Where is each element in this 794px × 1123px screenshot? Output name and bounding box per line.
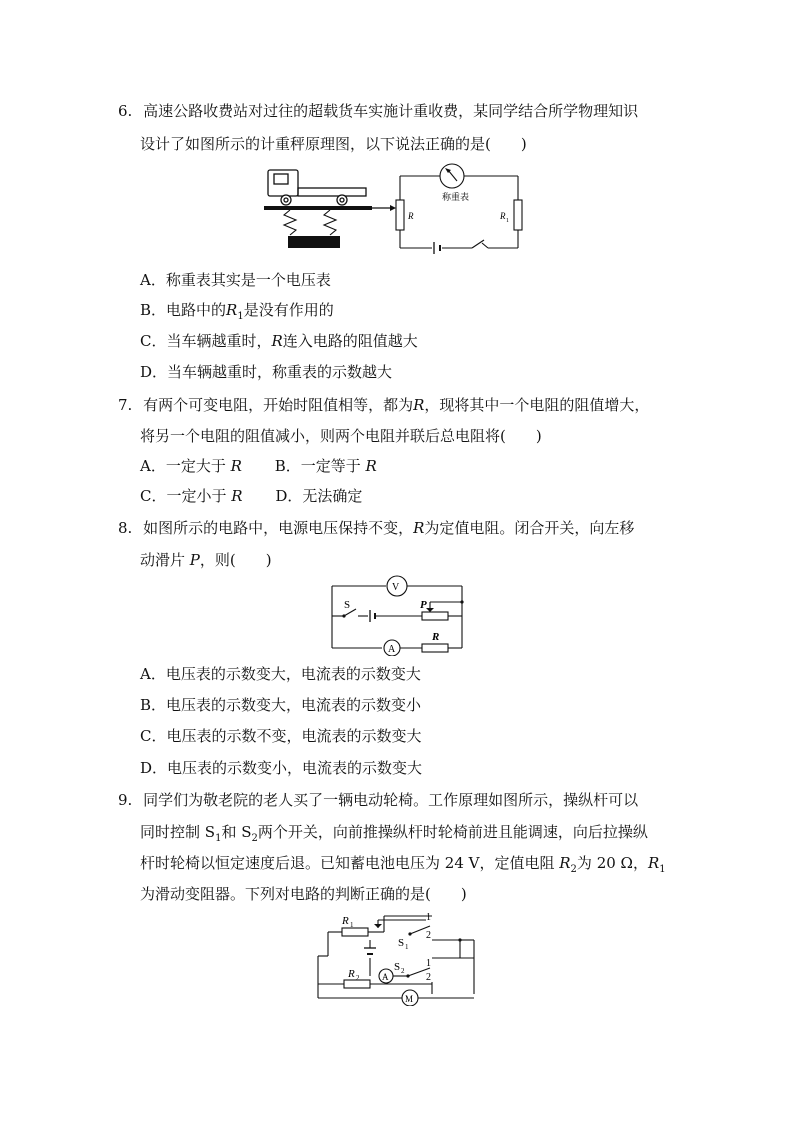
q7-option-d: D．无法确定 (275, 487, 363, 505)
q8-option-c: C．电压表的示数不变，电流表的示数变大 (140, 727, 422, 745)
q6-line-1 (118, 101, 638, 121)
q8-number: 8. (118, 519, 133, 537)
rheostat-p (422, 612, 448, 620)
q7-line-1: 7. 有两个可变电阻，开始时阻值相等，都为R，现将其中一个电阻的阻值增大， (118, 396, 650, 414)
terminal-1-bottom: 1 (426, 958, 431, 969)
scale-platform (264, 206, 372, 210)
q7-line-2: 将另一个电阻的阻值减小，则两个电阻并联后总电阻将( ) (140, 427, 542, 445)
terminal-2-bottom: 2 (426, 972, 431, 983)
q6-option-a: A．称重表其实是一个电压表 (140, 271, 331, 289)
q7-option-a: A．一定大于 R (140, 457, 242, 475)
q8-circuit-figure (326, 574, 468, 656)
q9-line-2: 同时控制 $S_1$和 $S_2$两个开关，向前推操纵杆时轮椅前进且能调速，向后拉操纵 (140, 823, 648, 844)
q7-option-c: C．一定小于 R (140, 487, 243, 505)
s1-label: S (398, 937, 405, 949)
spring-icon (284, 210, 296, 235)
q8-line-1: 8. 如图所示的电路中，电源电压保持不变，R为定值电阻。闭合开关，向左移 (118, 519, 635, 537)
r1-sub: 1 (350, 921, 354, 929)
q8-option-b: B．电压表的示数变大，电流表的示数变小 (140, 696, 422, 714)
a-label: A (382, 972, 389, 982)
p-label: P (420, 599, 427, 611)
s2-label: S (394, 961, 401, 973)
r-label: R (432, 631, 440, 643)
q8-line-2: 动滑片 P，则( ) (140, 551, 272, 569)
weighing-meter-icon (440, 164, 464, 188)
q9-line-3: 杆时轮椅以恒定速度后退。已知蓄电池电压为 24 V，定值电阻 $R_2$为 20 Ω，$R_1$ (140, 854, 666, 875)
q6-option-c: C．当车辆越重时，R连入电路的阻值越大 (140, 332, 418, 350)
q9-wheelchair-circuit-figure (314, 908, 492, 1006)
q9-line-4: 为滑动变阻器。下列对电路的判断正确的是( ) (140, 885, 467, 903)
q9-number: 9. (118, 791, 133, 809)
v-label: V (392, 582, 400, 593)
s1-sub: 1 (405, 943, 409, 951)
q6-stem-1: 高速公路收费站对过往的超载货车实施计重收费，某同学结合所学物理知识 (143, 102, 639, 120)
q8-option-a: A．电压表的示数变大，电流表的示数变大 (140, 665, 421, 683)
r2-label: R (348, 968, 355, 980)
r1-label: R (342, 915, 349, 927)
r1-sub: 1 (506, 218, 509, 224)
rheostat-r1 (342, 928, 368, 936)
q6-number: 6. (118, 102, 133, 120)
r-label: R (408, 211, 414, 221)
m-label: M (405, 994, 414, 1004)
rheostat-r (396, 200, 404, 230)
resistor-r (422, 644, 448, 652)
q6-option-b: B．电路中的$R_1$是没有作用的 (140, 301, 334, 322)
truck-icon (268, 170, 366, 205)
a-label: A (388, 644, 396, 655)
q6-stem-2: 设计了如图所示的计重秤原理图，以下说法正确的是( ) (140, 135, 527, 153)
q6-option-d: D．当车辆越重时，称重表的示数越大 (140, 363, 393, 381)
q7-options-row-2 (140, 486, 362, 506)
q7-option-b: B．一定等于 R (274, 457, 377, 475)
terminal-1-top: 1 (426, 912, 431, 923)
meter-label: 称重表 (442, 192, 470, 202)
base-block (288, 236, 340, 248)
spring-icon (324, 210, 336, 235)
q8-option-d: D．电压表的示数变小，电流表的示数变大 (140, 759, 423, 777)
r2-sub: 2 (356, 974, 360, 982)
q7-number: 7. (118, 396, 133, 414)
terminal-2-top: 2 (426, 930, 431, 941)
s-label: S (344, 599, 351, 611)
resistor-r1 (514, 200, 522, 230)
q6-line-2 (140, 134, 527, 154)
q9-line-1: 9. 同学们为敬老院的老人买了一辆电动轮椅。工作原理如图所示，操纵杆可以 (118, 791, 639, 809)
s2-sub: 2 (401, 967, 405, 975)
r1-label: R (500, 211, 506, 221)
q6-scale-circuit-figure (262, 160, 532, 260)
q7-options-row-1 (140, 456, 377, 476)
